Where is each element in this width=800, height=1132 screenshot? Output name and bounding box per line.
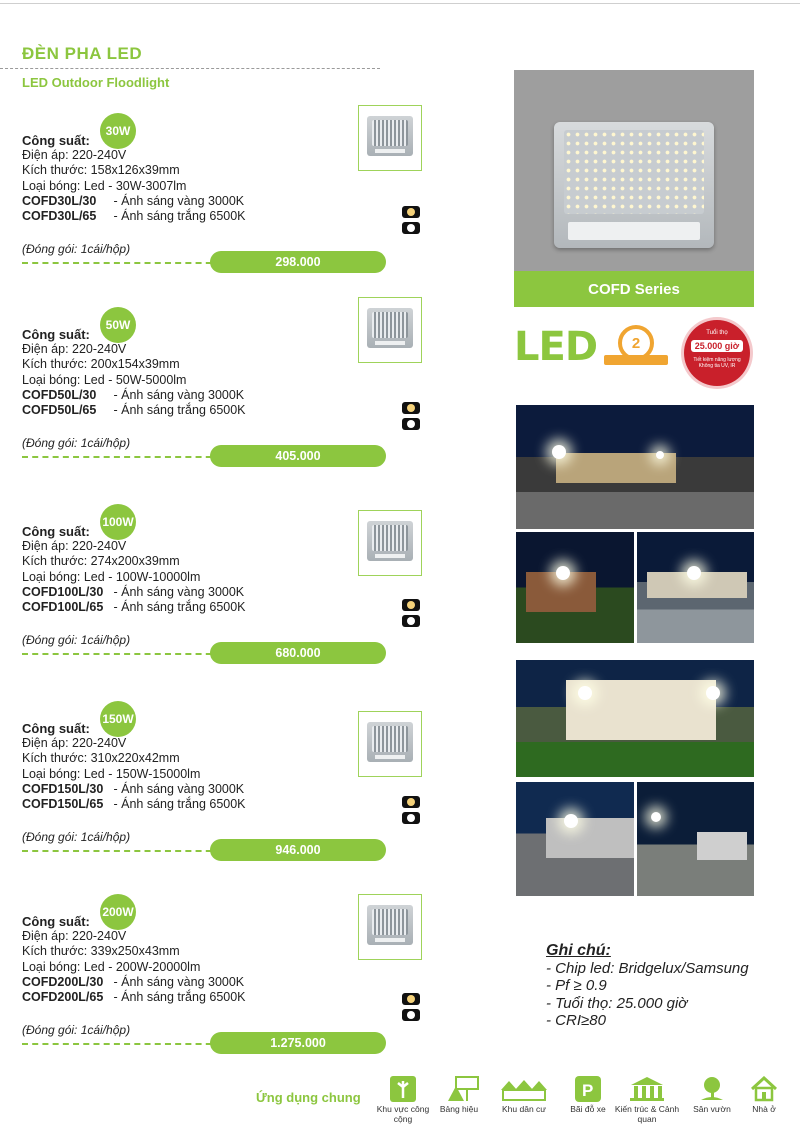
variant-code: COFD200L/30 (22, 974, 104, 989)
warranty-years: 2 (618, 325, 654, 361)
product-specs (22, 133, 246, 224)
packaging-text: (Đóng gói: 1cái/hộp) (22, 436, 131, 450)
note-item: - CRI≥80 (546, 1012, 606, 1029)
variant-row (22, 600, 246, 615)
voltage-text: Điện áp: 220-240V (22, 342, 127, 357)
residential-icon (499, 1076, 549, 1102)
public-area-icon (390, 1076, 416, 1102)
warranty-ribbon-icon (604, 355, 668, 365)
product-card-30w (0, 113, 500, 283)
hero-product-image (514, 70, 754, 307)
bulb-text: Loại bóng: Led - 200W-20000lm (22, 959, 201, 974)
warm-light-icon (402, 206, 420, 218)
variant-desc: - Ánh sáng trắng 6500K (113, 797, 246, 812)
bulb-text: Loại bóng: Led - 150W-15000lm (22, 766, 201, 781)
product-specs (22, 721, 246, 812)
series-label: COFD Series (514, 271, 754, 307)
product-card-50w (0, 307, 500, 477)
power-label: Công suất: (22, 524, 90, 539)
architecture-icon (627, 1076, 667, 1102)
dash-divider (22, 1043, 222, 1045)
variant-row (22, 975, 246, 990)
dimensions-text: Kích thước: 339x250x43mm (22, 944, 180, 959)
application-photo (516, 660, 754, 777)
application-photo (637, 532, 754, 643)
dash-divider (22, 850, 222, 852)
note-item: - Pf ≥ 0.9 (546, 977, 607, 994)
lifetime-badge (684, 320, 750, 386)
led-logo: LED (514, 324, 598, 370)
warm-light-icon (402, 402, 420, 414)
variant-desc: - Ánh sáng trắng 6500K (113, 209, 246, 224)
parking-icon (575, 1076, 601, 1102)
application-caption: Nhà ở (752, 1104, 776, 1114)
variant-desc: - Ánh sáng trắng 6500K (113, 600, 246, 615)
application-photo (516, 532, 634, 643)
product-specs (22, 524, 246, 615)
house-icon (751, 1076, 777, 1102)
application-caption: Kiến trúc & Cảnh quan (614, 1104, 680, 1124)
top-divider (0, 3, 800, 4)
variant-code: COFD200L/65 (22, 990, 104, 1005)
variant-desc: - Ánh sáng vàng 3000K (113, 387, 245, 402)
variant-code: COFD50L/65 (22, 403, 97, 418)
product-thumbnail (358, 711, 422, 777)
variant-code: COFD150L/65 (22, 797, 104, 812)
voltage-text: Điện áp: 220-240V (22, 929, 127, 944)
product-card-100w (0, 504, 500, 674)
variant-row (22, 585, 246, 600)
packaging-text: (Đóng gói: 1cái/hộp) (22, 242, 131, 256)
application-caption: Bãi đỗ xe (570, 1104, 606, 1114)
applications-label: Ứng dụng chung (256, 1090, 361, 1105)
application-billboard (424, 1076, 494, 1114)
bulb-text: Loại bóng: Led - 30W-3007lm (22, 178, 187, 193)
price-tag: 680.000 (210, 642, 386, 664)
product-thumbnail (358, 894, 422, 960)
warranty-badge (604, 325, 668, 367)
variant-code: COFD100L/65 (22, 600, 104, 615)
dimensions-text: Kích thước: 310x220x42mm (22, 751, 180, 766)
price-tag: 946.000 (210, 839, 386, 861)
variant-desc: - Ánh sáng vàng 3000K (113, 781, 245, 796)
dash-divider (22, 456, 222, 458)
price-tag: 298.000 (210, 251, 386, 273)
warm-light-icon (402, 599, 420, 611)
variant-row (22, 403, 246, 418)
lifetime-hours: 25.000 giờ (691, 340, 743, 352)
packaging-text: (Đóng gói: 1cái/hộp) (22, 1023, 131, 1037)
application-house (729, 1076, 799, 1114)
voltage-text: Điện áp: 220-240V (22, 539, 127, 554)
variant-desc: - Ánh sáng vàng 3000K (113, 974, 245, 989)
floodlight-image (554, 122, 714, 248)
cool-light-icon (402, 222, 420, 234)
packaging-text: (Đóng gói: 1cái/hộp) (22, 633, 131, 647)
cool-light-icon (402, 1009, 420, 1021)
wattage-badge: 30W (100, 113, 136, 149)
note-item: - Tuổi thọ: 25.000 giờ (546, 994, 688, 1012)
notes-title: Ghi chú: (546, 942, 611, 959)
power-label: Công suất: (22, 327, 90, 342)
cool-light-icon (402, 812, 420, 824)
note-item: - Chip led: Bridgelux/Samsung (546, 959, 749, 977)
wattage-badge: 50W (100, 307, 136, 343)
application-architecture (612, 1076, 682, 1124)
application-caption: Khu dân cư (502, 1104, 546, 1114)
warm-light-icon (402, 993, 420, 1005)
cool-light-icon (402, 615, 420, 627)
dash-divider (22, 653, 222, 655)
voltage-text: Điện áp: 220-240V (22, 148, 127, 163)
application-caption: Khu vực công cộng (376, 1104, 430, 1124)
variant-row (22, 209, 246, 224)
variant-row (22, 782, 246, 797)
dimensions-text: Kích thước: 274x200x39mm (22, 554, 180, 569)
variant-row (22, 797, 246, 812)
dimensions-text: Kích thước: 200x154x39mm (22, 357, 180, 372)
variant-desc: - Ánh sáng vàng 3000K (113, 584, 245, 599)
variant-row (22, 990, 246, 1005)
variant-code: COFD50L/30 (22, 387, 97, 402)
svg-text:P: P (582, 1081, 594, 1100)
application-photo (516, 405, 754, 529)
notes-block (546, 942, 749, 1030)
packaging-text: (Đóng gói: 1cái/hộp) (22, 830, 131, 844)
product-thumbnail (358, 297, 422, 363)
wattage-badge: 100W (100, 504, 136, 540)
bulb-text: Loại bóng: Led - 50W-5000lm (22, 372, 187, 387)
price-tag: 1.275.000 (210, 1032, 386, 1054)
variant-code: COFD30L/30 (22, 193, 97, 208)
billboard-icon (446, 1076, 472, 1102)
title-divider (0, 68, 380, 69)
product-thumbnail (358, 510, 422, 576)
product-specs (22, 914, 246, 1005)
voltage-text: Điện áp: 220-240V (22, 736, 127, 751)
variant-desc: - Ánh sáng trắng 6500K (113, 990, 246, 1005)
product-specs (22, 327, 246, 418)
garden-icon (699, 1076, 725, 1102)
variant-desc: - Ánh sáng vàng 3000K (113, 193, 245, 208)
variant-desc: - Ánh sáng trắng 6500K (113, 403, 246, 418)
warm-light-icon (402, 796, 420, 808)
category-title: ĐÈN PHA LED (22, 44, 143, 63)
variant-row (22, 194, 246, 209)
application-caption: Sân vườn (693, 1104, 731, 1114)
power-label: Công suất: (22, 914, 90, 929)
category-subtitle: LED Outdoor Floodlight (22, 75, 170, 90)
bulb-text: Loại bóng: Led - 100W-10000lm (22, 569, 201, 584)
cool-light-icon (402, 418, 420, 430)
dimensions-text: Kích thước: 158x126x39mm (22, 163, 180, 178)
application-photo (637, 782, 754, 896)
application-caption: Bảng hiệu (439, 1104, 479, 1114)
dash-divider (22, 262, 222, 264)
wattage-badge: 200W (100, 894, 136, 930)
application-photo (516, 782, 634, 896)
product-thumbnail (358, 105, 422, 171)
product-card-200w (0, 894, 500, 1064)
price-tag: 405.000 (210, 445, 386, 467)
product-card-150w (0, 701, 500, 871)
variant-code: COFD30L/65 (22, 209, 97, 224)
variant-code: COFD150L/30 (22, 781, 104, 796)
lifetime-note: Tiết kiệm năng lượng Không tia UV, IR (693, 357, 741, 369)
variant-code: COFD100L/30 (22, 584, 104, 599)
power-label: Công suất: (22, 133, 90, 148)
application-residential (489, 1076, 559, 1114)
variant-row (22, 388, 246, 403)
power-label: Công suất: (22, 721, 90, 736)
lifetime-top: Tuổi thọ (706, 330, 728, 336)
wattage-badge: 150W (100, 701, 136, 737)
